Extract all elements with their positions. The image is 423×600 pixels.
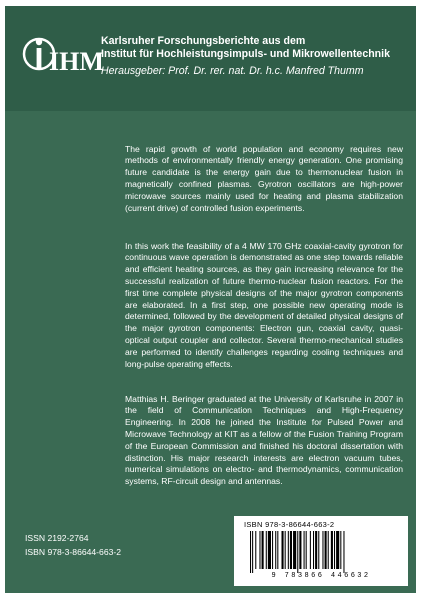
barcode-bar <box>262 531 264 569</box>
barcode-bar <box>266 531 267 569</box>
barcode-bars <box>248 531 394 573</box>
series-header <box>5 6 416 111</box>
abstract-paragraph-2: In this work the feasibility of a 4 MW 170 GHz coaxial-cavity gyrotron for continuous wave operation is demonstrated as one step towards reliable and efficient heating sources, as they gain increasing relevance for the successful realization of future thermo-nuclear fusion reactors. For the first time complete physical designs of the major gyrotron components are elaborated. In a first step, one possible new operating mode is determined, followed by the development of detailed physical designs of the major gyrotron components: Electron gun, coaxial cavity, quasi-optical output coupler and collector. Several thermo-mechanical studies are performed to identify challenges regarding cooling techniques and long-pulse operating effects. <box>125 240 403 369</box>
author-bio: Matthias H. Beringer graduated at the University of Karlsruhe in 2007 in the field of Communication Techniques and High-Frequency Engineering. In 2008 he joined the Institute for Pulsed Power and Microwave Technology at KIT as a fellow of the Fusion Training Program of the European Commission and finished his doctoral dissertation with distinction. His major research interests are electron vacuum tubes, numerical simulations on electro- and thermodynamics, communication systems, RF-circuit design and antennas. <box>125 393 403 487</box>
editor-line: Herausgeber: Prof. Dr. rer. nat. Dr. h.c. Manfred Thumm <box>101 65 364 77</box>
issn-label: ISSN 2192-2764 <box>25 533 89 543</box>
barcode-bar <box>318 531 319 569</box>
barcode <box>234 516 408 586</box>
series-title-line1: Karlsruher Forschungsberichte aus dem <box>101 35 306 47</box>
barcode-bar <box>325 531 327 569</box>
ihm-logo <box>23 34 104 82</box>
barcode-bar <box>259 531 260 569</box>
barcode-bar <box>282 531 284 569</box>
barcode-bar <box>268 531 271 569</box>
barcode-bar <box>299 531 301 569</box>
barcode-bar <box>288 531 289 569</box>
barcode-bar <box>322 531 323 569</box>
barcode-bar <box>277 531 278 569</box>
barcode-bar <box>255 531 256 569</box>
barcode-bar <box>343 531 344 573</box>
logo-text: IHM <box>49 47 104 76</box>
barcode-bar <box>315 531 317 569</box>
barcode-bar <box>340 531 341 569</box>
barcode-bar <box>331 531 333 569</box>
barcode-bar <box>304 531 305 569</box>
barcode-bar <box>293 531 296 569</box>
barcode-bar <box>328 531 329 569</box>
barcode-bar <box>252 531 253 573</box>
cover-panel <box>5 6 416 593</box>
barcode-digits: 9 783866 446632 <box>271 572 371 580</box>
barcode-bar <box>272 531 273 569</box>
barcode-bar <box>336 531 339 569</box>
barcode-bar <box>306 531 307 569</box>
barcode-bar <box>250 531 251 573</box>
barcode-bar <box>313 531 314 569</box>
barcode-bar <box>297 531 298 573</box>
barcode-isbn: ISBN 978-3-86644-663-2 <box>244 520 335 529</box>
barcode-bar <box>310 531 311 569</box>
isbn-label: ISBN 978-3-86644-663-2 <box>25 547 122 557</box>
series-title-line2: Institut für Hochleistungsimpuls- und Mikrowellentechnik <box>101 48 390 60</box>
barcode-bar <box>290 531 292 569</box>
barcode-bar <box>275 531 276 569</box>
barcode-bar <box>285 531 286 569</box>
abstract-paragraph-1: The rapid growth of world population and economy requires new methods of environmentally friendly energy generation. One promising future candidate is the energy gain due to thermonuclear fusion in magnetically confined plasmas. Gyrotron oscillators are high-power microwave sources mainly used for heating and plasma stabilization (current drive) of controlled fusion experiments. <box>125 143 403 213</box>
barcode-bar <box>334 531 335 569</box>
